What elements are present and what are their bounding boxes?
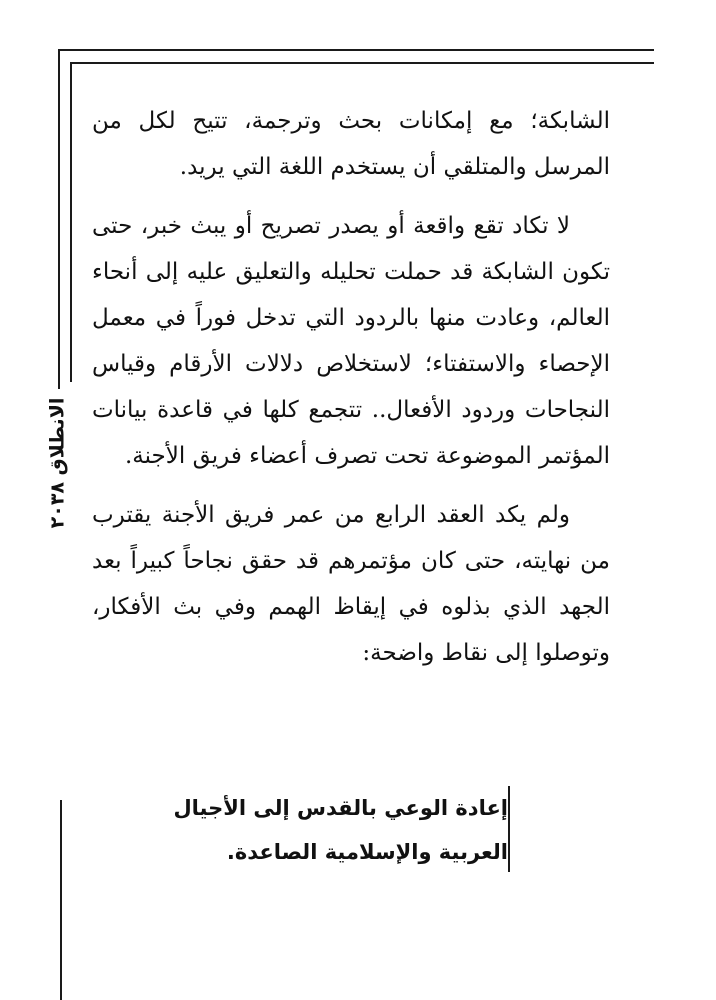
frame-lower-left-line (60, 800, 62, 1000)
page-body (92, 98, 610, 689)
running-header (12, 368, 102, 558)
frame-inner-left-line (70, 62, 72, 382)
frame-outer-top-line (58, 49, 654, 51)
running-header-text: الانطلاق ٢٠٣٨ (46, 397, 69, 529)
frame-inner-top-line (70, 62, 654, 64)
paragraph-3: ولم يكد العقد الرابع من عمر فريق الأجنة يقترب من نهايته، حتى كان مؤتمرهم قد حقق نجاحاً كبيراً بعد الجهد الذي بذلوه في إيقاظ الهمم وفي بث الأفكار، وتوصلوا إلى نقاط واضحة: (92, 502, 610, 666)
paragraph-1: الشابكة؛ مع إمكانات بحث وترجمة، تتيح لكل من المرسل والمتلقي أن يستخدم اللغة التي يريد. (92, 108, 610, 180)
highlight-point: إعادة الوعي بالقدس إلى الأجيال العربية والإسلامية الصاعدة. (173, 796, 508, 864)
frame-outer-left-line (58, 49, 60, 389)
paragraph-2: لا تكاد تقع واقعة أو يصدر تصريح أو يبث خبر، حتى تكون الشابكة قد حملت تحليله والتعليق عليه إلى أنحاء العالم، وعادت منها بالردود التي تدخل فوراً في معمل الإحصاء والاستفتاء؛ لاستخلاص دلالات الأرقام وقياس النجاحات وردود الأفعال.. تتجمع كلها في قاعدة بيانات المؤتمر الموضوعة تحت تصرف أعضاء فريق الأجنة. (92, 213, 610, 469)
